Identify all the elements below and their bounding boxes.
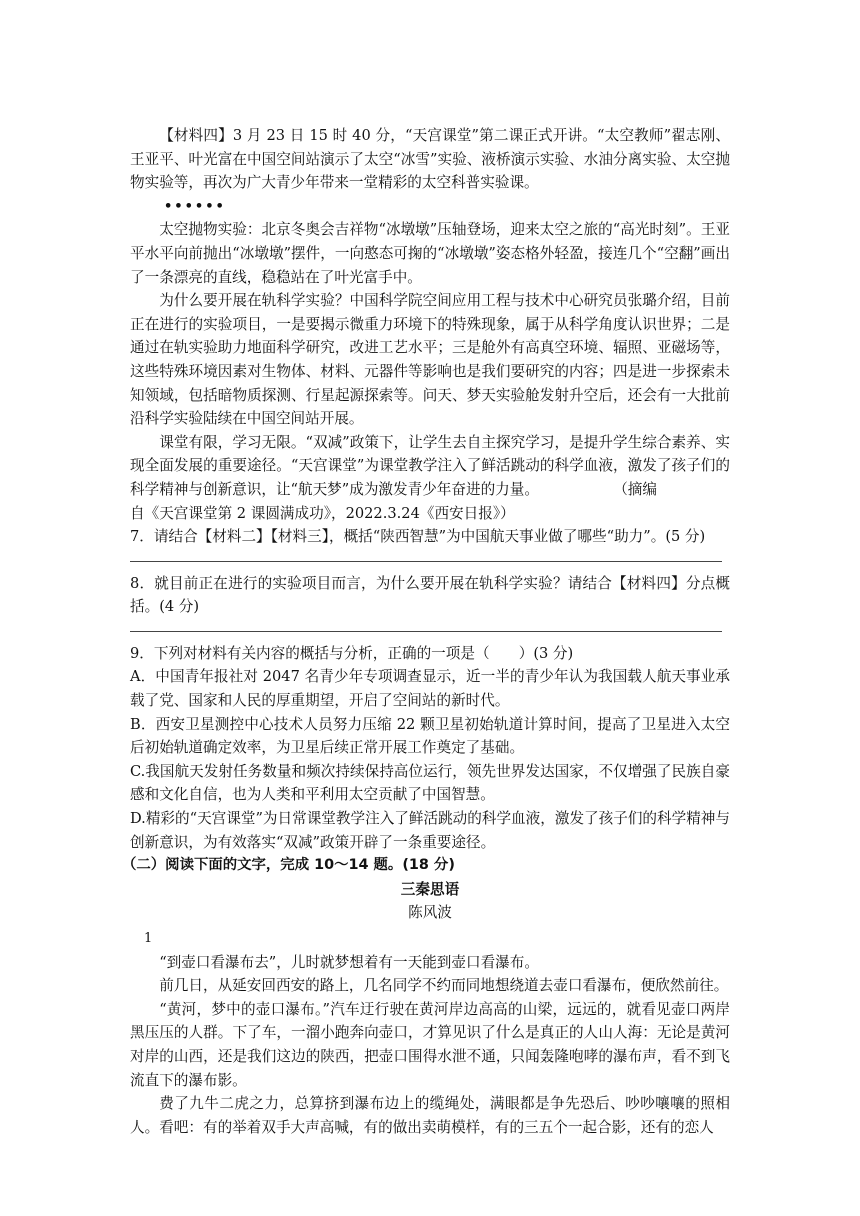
question-7: 7．请结合【材料二】【材料三】，概括“陕西智慧”为中国航天事业做了哪些“助力”。(5 分) [130, 528, 706, 546]
ellipsis-dots: •••••• [164, 198, 226, 214]
material4-paragraph-2: 为什么要开展在轨科学实验？中国科学院空间应用工程与技术中心研究员张璐介绍，目前正在进行的实验项目，一是要揭示微重力环境下的特殊现象，属于从科学角度认识世界；二是通过在轨实验助力地面科学研究，改进工艺水平；三是舱外有高真空环境、辐照、亚磁场等，这些特殊环境因素对生物体、材料、元器件等影响也是我们要研究的内容；四是进一步探索未知领域，包括暗物质探测、行星起源探索等。问天、梦天实验舱发射升空后，还会有一大批前沿科学实验陆续在中国空间站开展。 [130, 292, 730, 428]
article-title: 三秦思语 [400, 880, 460, 898]
q9-option-c: C.我国航天发射任务数量和频次持续保持高位运行，领先世界发达国家，不仅增强了民族自豪感和文化自信，也为人类和平利用太空贡献了中国智慧。 [130, 762, 730, 804]
article-part-number: 1 [144, 931, 153, 946]
material4-source: 自《天宫课堂第 2 课圆满成功》，2022.3.24《西安日报》） [130, 504, 515, 522]
section-2-heading: （二）阅读下面的文字，完成 10～14 题。(18 分) [122, 857, 455, 874]
article-author: 陈风波 [408, 904, 452, 922]
answer-line-q7[interactable] [130, 561, 722, 562]
q9-option-d: D.精彩的“天宫课堂”为日常课堂教学注入了鲜活跳动的科学血液，激发了孩子们的科学精神与创新意识，为有效落实“双减”政策开辟了一条重要途径。 [130, 810, 730, 851]
article-paragraph-4: 费了九牛二虎之力，总算挤到瀑布边上的缆绳处，满眼都是争先恐后、吵吵嚷嚷的照相人。看吧：有的举着双手大声高喊，有的做出卖萌模样，有的三五个一起合影，还有的恋人 [130, 1095, 730, 1136]
material4-intro: 【材料四】3 月 23 日 15 时 40 分，“天宫课堂”第二课正式开讲。“太空教师”翟志刚、王亚平、叶光富在中国空间站演示了太空“冰雪”实验、液桥演示实验、水油分离实验、太空抛物实验等，再次为广大青少年带来一堂精彩的太空科普实验课。 [130, 127, 730, 192]
article-paragraph-2: 前几日，从延安回西安的路上，几名同学不约而同地想绕道去壶口看瀑布，便欣然前往。 [159, 977, 729, 995]
q9-option-b: B．西安卫星测控中心技术人员努力压缩 22 颗卫星初始轨道计算时间，提高了卫星进入太空后初始轨道确定效率，为卫星后续正常开展工作奠定了基础。 [130, 715, 730, 757]
q9-option-a: A．中国青年报社对 2047 名青少年专项调查显示，近一半的青少年认为我国载人航天事业承载了党、国家和人民的厚重期望，开启了空间站的新时代。 [130, 668, 730, 710]
material4-paragraph-3 [130, 431, 730, 502]
material4-paragraph-1: 太空抛物实验：北京冬奥会吉祥物“冰墩墩”压轴登场，迎来太空之旅的“高光时刻”。王亚平水平向前抛出“冰墩墩”摆件，一向憨态可掬的“冰墩墩”姿态格外轻盈，接连几个“空翻”画出了一条漂亮的直线，稳稳站在了叶光富手中。 [130, 221, 730, 286]
article-paragraph-1: “到壶口看瀑布去”，儿时就梦想着有一天能到壶口看瀑布。 [159, 953, 539, 971]
question-8: 8．就目前正在进行的实验项目而言，为什么要开展在轨科学实验？请结合【材料四】分点概括。(4 分) [130, 574, 730, 616]
answer-line-q8[interactable] [130, 631, 722, 632]
question-9: 9．下列对材料有关内容的概括与分析，正确的一项是（ ）(3 分) [130, 644, 574, 662]
material4-paragraph-3-text: 课堂有限，学习无限。“双减”政策下，让学生去自主探究学习，是提升学生综合素养、实现全面发展的重要途径。“天宫课堂”为课堂教学注入了鲜活跳动的科学血液，激发了孩子们的科学精神与创新意识，让“航天梦”成为激发青少年奋进的力量。 [130, 433, 730, 498]
article-paragraph-3: “黄河，梦中的壶口瀑布。”汽车迂行驶在黄河岸边高高的山梁，远远的，就看见壶口两岸黑压压的人群。下了车，一溜小跑奔向壶口，才算见识了什么是真正的人山人海：无论是黄河对岸的山西，还是我们这边的陕西，把壶口围得水泄不通，只闻轰隆咆哮的瀑布声，看不到飞流直下的瀑布影。 [130, 1000, 730, 1089]
exam-page [122, 124, 730, 1139]
source-tag: （摘编 [613, 480, 657, 498]
